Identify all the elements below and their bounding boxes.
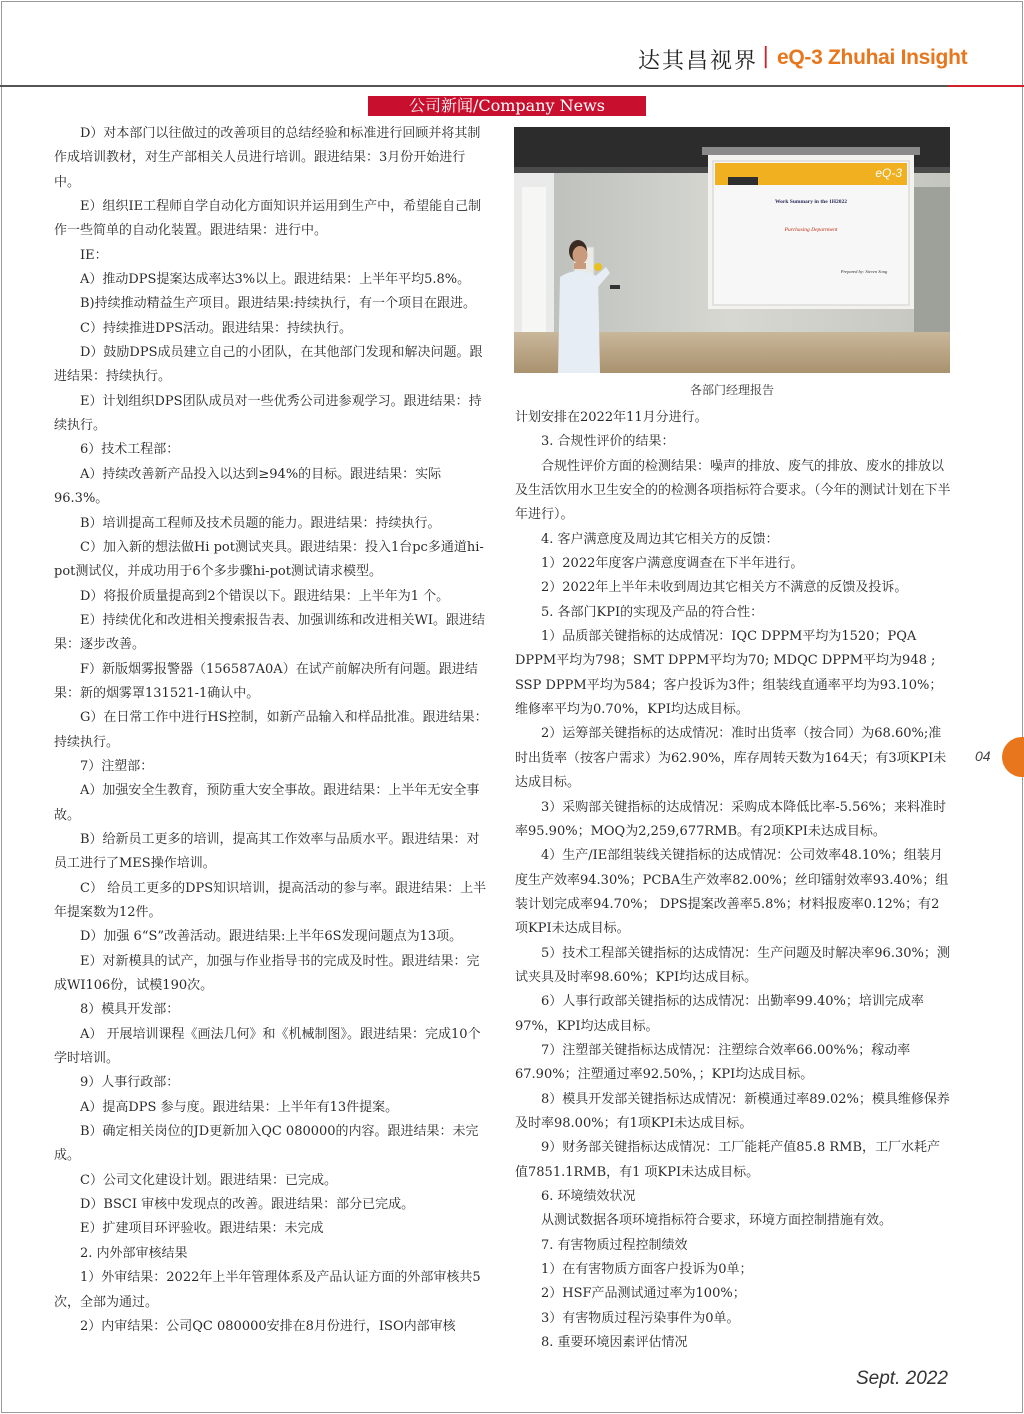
meeting-photo: [514, 127, 950, 373]
paragraph: E）对新模具的试产，加强与作业指导书的完成及时性。跟进结果：完成WI106份，试模190次。: [54, 953, 480, 994]
masthead-chinese-title: 达其昌视界: [638, 49, 759, 74]
paragraph: C）公司文化建设计划。跟进结果：已完成。: [80, 1172, 337, 1188]
paragraph: 9）财务部关键指标达成情况：工厂能耗产值85.8 RMB，工厂水耗产值7851.1RMB，有1 项KPI未达成目标。: [515, 1140, 941, 1180]
paragraph: 6）技术工程部：: [80, 442, 180, 458]
paragraph: B）给新员工更多的培训，提高其工作效率与品质水平。跟进结果：对员工进行了MES操作培训。: [54, 831, 480, 872]
paragraph: 2）运筹部关键指标的达成情况：准时出货率（按合同）为68.60%;准时出货率（按客户需求）为62.90%，库存周转天数为164天；有3项KPI未达成目标。: [515, 726, 947, 791]
paragraph: 3）采购部关键指标的达成情况：采购成本降低比率-5.56%；来料准时率95.90%；MOQ为2,259,677RMB。有2项KPI未达成目标。: [515, 799, 946, 839]
paragraph: 4）生产/IE部组装线关键指标的达成情况：公司效率48.10%；组装月度生产效率94.30%；PCBA生产效率82.00%；丝印镭射效率93.40%；组装计划完成率94.70%； DPS提案改善率5.8%；材料报废率0.12%；有2项KPI未达成目标。: [515, 848, 949, 937]
paragraph: A）推动DPS提案达成率达3%以上。跟进结果：上半年平均5.8%。: [80, 272, 471, 288]
paragraph: IE：: [80, 247, 108, 263]
paragraph: 2）内审结果：公司QC 080000安排在8月份进行，ISO内部审核: [80, 1318, 456, 1334]
paragraph: E）组织IE工程师自学自动化方面知识并运用到生产中，希望能自己制作一些简单的自动化装置。跟进结果：进行中。: [54, 199, 482, 239]
header-rule-accent: [948, 85, 1024, 87]
paragraph: A）提高DPS 参与度。跟进结果：上半年有13件提案。: [80, 1099, 399, 1115]
paragraph: 8）模具开发部关键指标达成情况：新模通过率89.02%；模具维修保养及时率98.00%；有1项KPI未达成目标。: [515, 1091, 950, 1131]
paragraph: 2）HSF产品测试通过率为100%；: [541, 1286, 746, 1302]
paragraph: 计划安排在2022年11月分进行。: [515, 410, 708, 425]
paragraph: A）加强安全生教育，预防重大安全事故。跟进结果：上半年无安全事故。: [54, 783, 480, 823]
paragraph: E）计划组织DPS团队成员对一些优秀公司进参观学习。跟进结果：持续执行。: [54, 393, 482, 434]
paragraph: 5. 各部门KPI的实现及产品的符合性：: [541, 604, 764, 620]
section-banner: 公司新闻/Company News: [368, 96, 646, 116]
paragraph: 2. 内外部审核结果: [80, 1245, 188, 1261]
paragraph: B)持续推动精益生产项目。跟进结果:持续执行，有一个项目在跟进。: [80, 296, 477, 312]
paragraph: B）培训提高工程师及技术员题的能力。跟进结果：持续执行。: [80, 515, 441, 531]
slide-prepared-by: Prepared by: Steven Song: [840, 269, 888, 274]
paragraph: A）持续改善新产品投入以达到≥94%的目标。跟进结果：实际96.3%。: [54, 466, 442, 507]
paragraph: D）对本部门以往做过的改善项目的总结经验和标准进行回顾并将其制作成培训教材，对生产部相关人员进行培训。跟进结果：3月份开始进行中。: [54, 126, 481, 190]
paragraph: 1）品质部关键指标的达成情况：IQC DPPM平均为1520；PQA DPPM平均为798；SMT DPPM平均为70; MDQC DPPM平均为948 ; SSP DPPM平均为584；客户投诉为3件；组装线直通率平均为93.10%；维修率平均为0.70%，KPI均达成目标。: [515, 629, 943, 718]
paragraph: 1）2022年度客户满意度调查在下半年进行。: [541, 556, 804, 572]
paragraph: 7）注塑部：: [80, 758, 154, 774]
paragraph: 8. 重要环境因素评估情况: [541, 1335, 688, 1351]
header-rule: [0, 85, 948, 87]
paragraph: 合规性评价方面的检测结果：噪声的排放、废气的排放、废水的排放以及生活饮用水卫生安全的的检测各项指标符合要求。（今年的测试计划在下半年进行）。: [515, 458, 951, 523]
paragraph: 3. 合规性评价的结果：: [541, 434, 675, 450]
paragraph: C） 给员工更多的DPS知识培训，提高活动的参与率。跟进结果：上半年提案数为12件。: [54, 880, 487, 920]
paragraph: E）扩建项目环评验收。跟进结果：未完成: [80, 1221, 324, 1237]
paragraph: 7）注塑部关键指标达成情况：注塑综合效率66.00%%；稼动率67.90%；注塑通过率92.50%，；KPI均达成目标。: [515, 1042, 911, 1083]
page-number: 04: [975, 748, 991, 764]
paragraph: 8）模具开发部：: [80, 1002, 180, 1018]
slide-department: Purchasing Department: [784, 227, 838, 233]
slide-logo: eQ-3: [875, 166, 902, 180]
paragraph: 4. 客户满意度及周边其它相关方的反馈：: [541, 531, 779, 547]
paragraph: A） 开展培训课程《画法几何》和《机械制图》。跟进结果：完成10个学时培训。: [54, 1026, 481, 1067]
paragraph: G）在日常工作中进行HS控制，如新产品输入和样品批准。跟进结果：持续执行。: [54, 710, 488, 750]
paragraph: D）BSCI 审核中发现点的改善。跟进结果：部分已完成。: [80, 1197, 415, 1213]
right-column: [515, 406, 951, 1355]
paragraph: 5）技术工程部关键指标的达成情况：生产问题及时解决率96.30%；测试夹具及时率98.60%；KPI均达成目标。: [515, 945, 950, 985]
footer-date: Sept. 2022: [856, 1368, 948, 1389]
paragraph: 9）人事行政部：: [80, 1075, 180, 1091]
paragraph: 1）在有害物质方面客户投诉为0单；: [541, 1262, 753, 1278]
paragraph: C）加入新的想法做Hi pot测试夹具。跟进结果：投入1台pc多通道hi-pot测试仪，并成功用于6个多步骤hi-pot测试请求模型。: [54, 539, 484, 580]
paragraph: D）鼓励DPS成员建立自己的小团队，在其他部门发现和解决问题。跟进结果：持续执行。: [54, 345, 483, 385]
paragraph: 1）外审结果：2022年上半年管理体系及产品认证方面的外部审核共5次，全部为通过。: [54, 1270, 481, 1310]
paragraph: 7. 有害物质过程控制绩效: [541, 1237, 688, 1253]
paragraph: 从测试数据各项环境指标符合要求，环境方面控制措施有效。: [541, 1213, 893, 1229]
photo-illustration: [514, 127, 950, 373]
paragraph: C）持续推进DPS活动。跟进结果：持续执行。: [80, 320, 353, 336]
paragraph: D）将报价质量提高到2个错误以下。跟进结果：上半年为1 个。: [80, 588, 450, 604]
paragraph: D）加强 6“S”改善活动。跟进结果:上半年6S发现问题点为13项。: [80, 929, 463, 945]
paragraph: 6）人事行政部关键指标的达成情况：出勤率99.40%；培训完成率97%，KPI均达成目标。: [515, 994, 924, 1034]
photo-caption: 各部门经理报告: [689, 383, 774, 397]
masthead-separator: |: [762, 44, 770, 69]
paragraph: F）新版烟雾报警器（156587A0A）在试产前解决所有问题。跟进结果：新的烟雾罩131521-1确认中。: [54, 661, 478, 701]
paragraph: E）持续优化和改进相关搜索报告表、加强训练和改进相关WI。跟进结果：逐步改善。: [54, 612, 485, 653]
paragraph: 3）有害物质过程污染事件为0单。: [541, 1310, 740, 1326]
paragraph: 2）2022年上半年未收到周边其它相关方不满意的反馈及投诉。: [541, 580, 908, 596]
slide-title: Work Summary in the 1H2022: [774, 199, 848, 205]
masthead-english-title: eQ-3 Zhuhai Insight: [777, 46, 968, 69]
left-column: [54, 122, 490, 1339]
paragraph: 6. 环境绩效状况: [541, 1189, 636, 1204]
paragraph: B）确定相关岗位的JD更新加入QC 080000的内容。跟进结果：未完成。: [54, 1124, 479, 1164]
